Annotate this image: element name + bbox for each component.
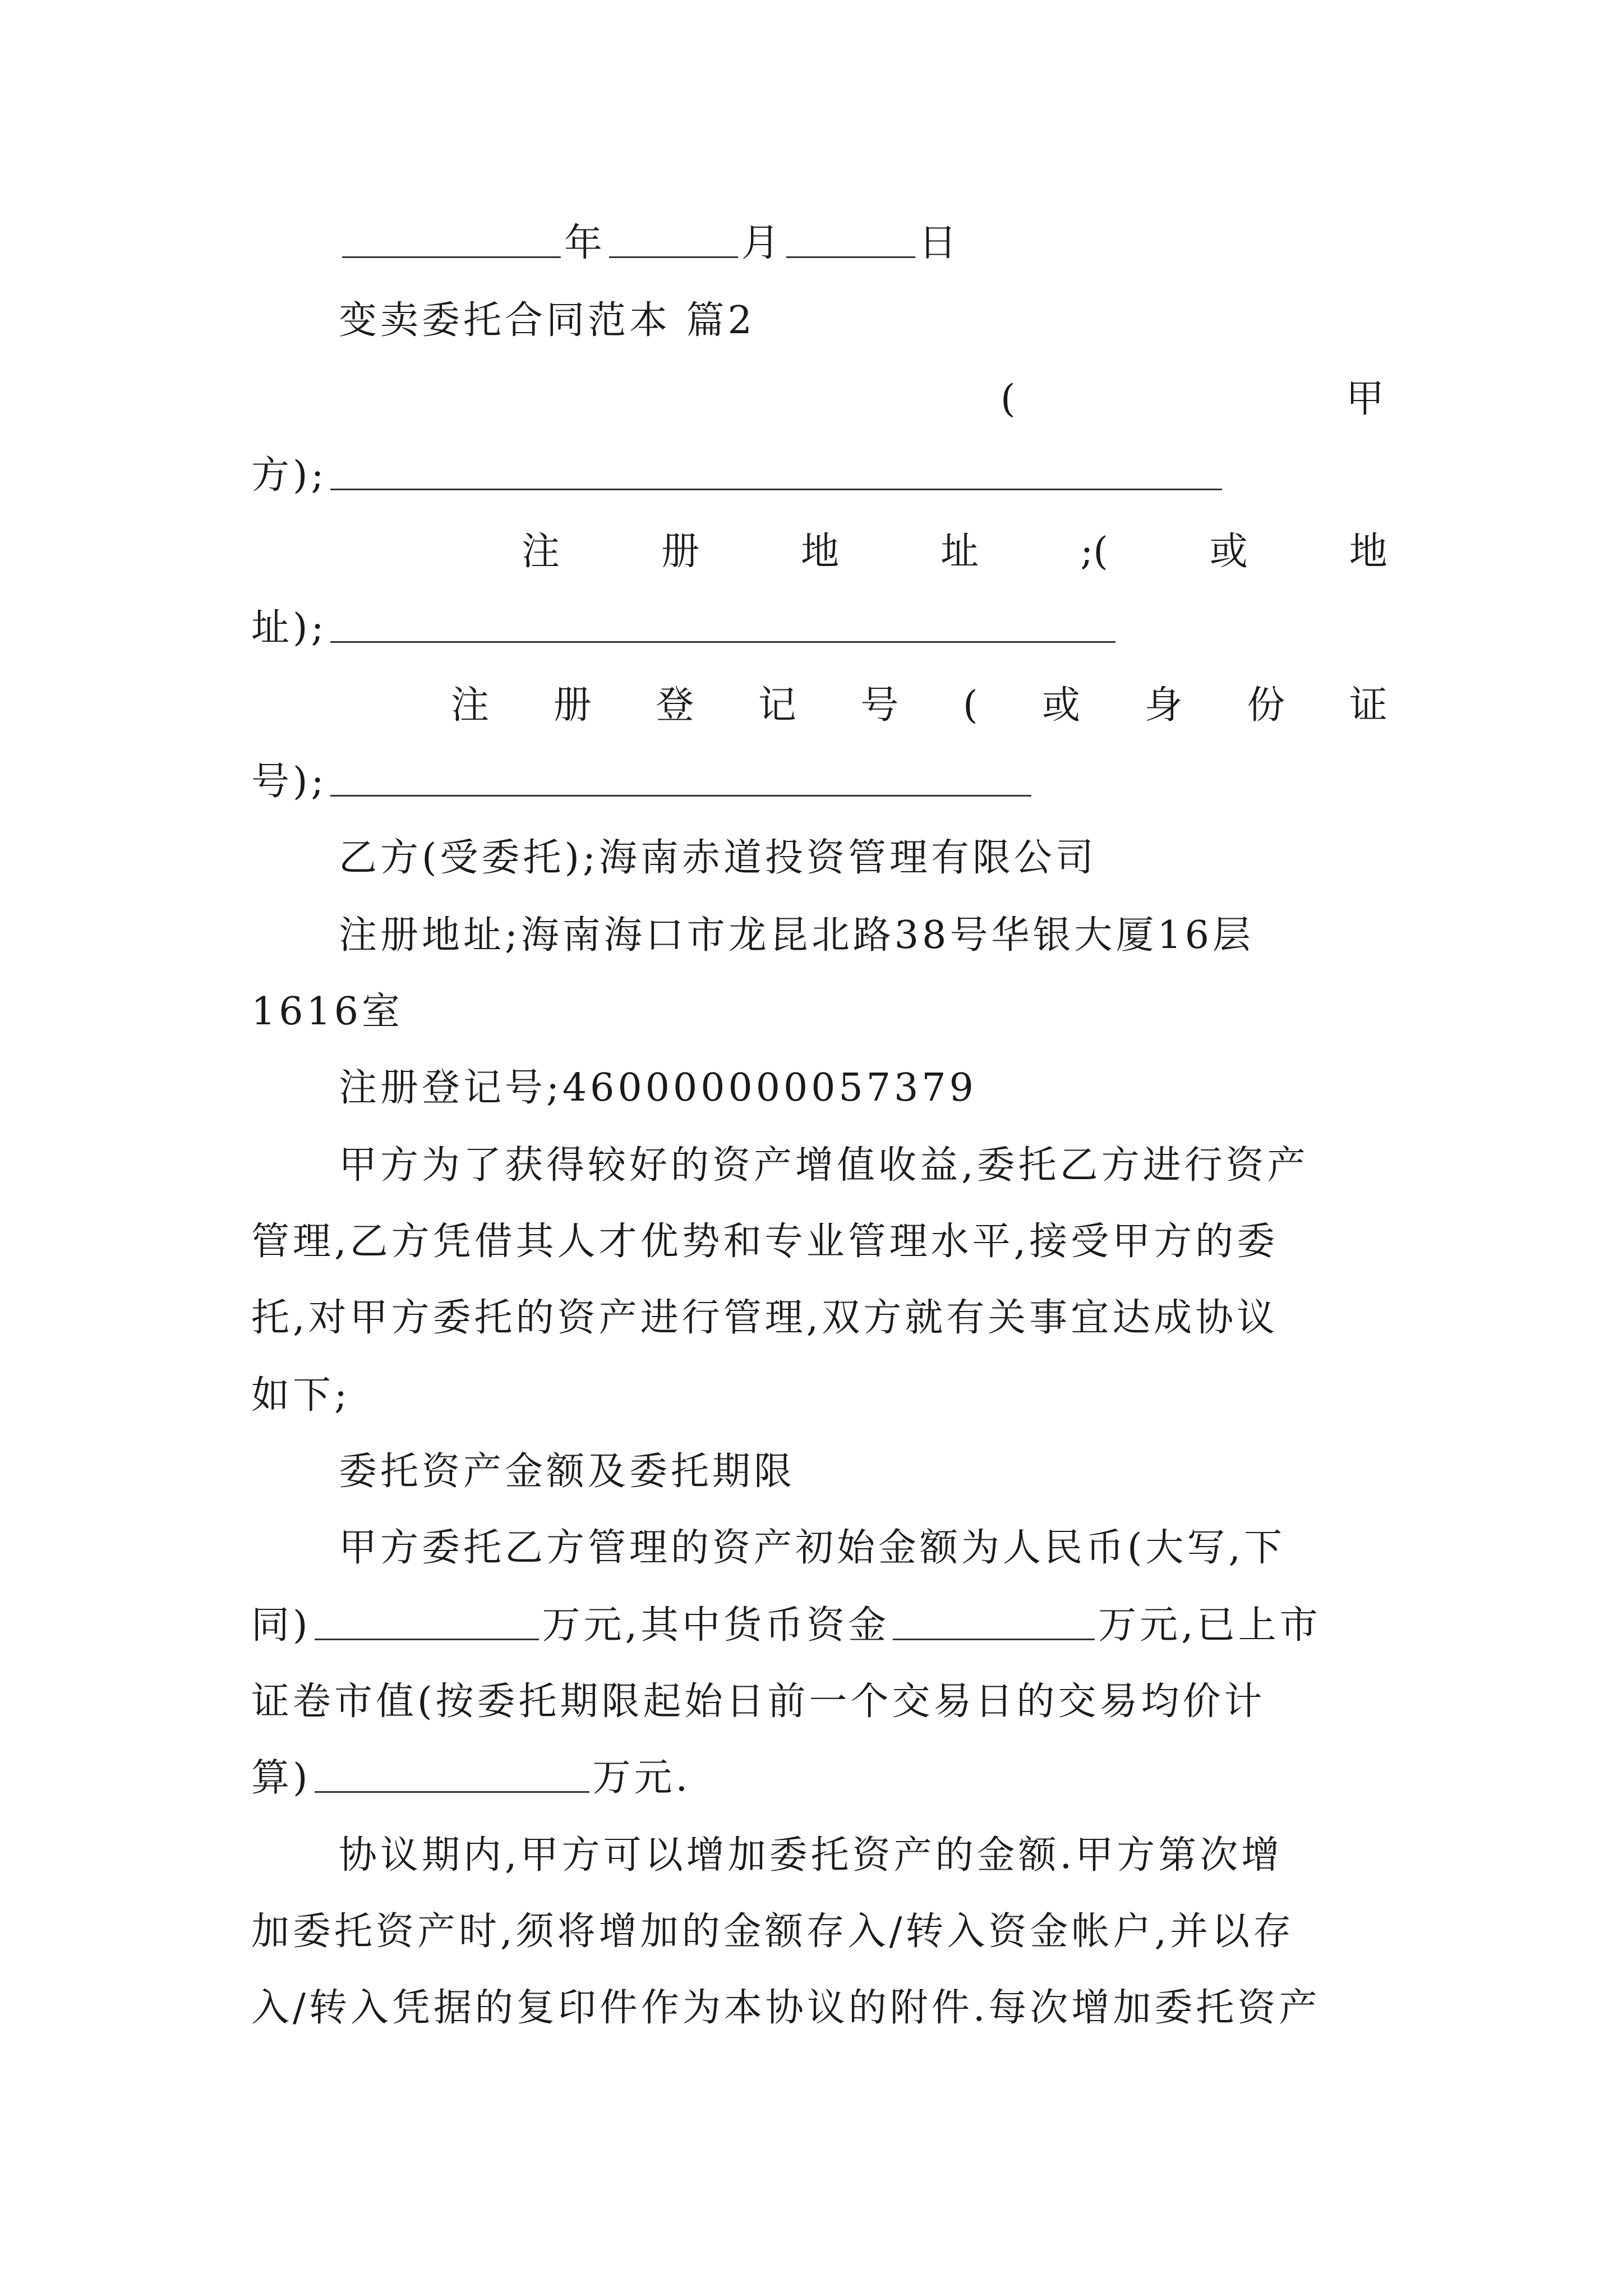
party-a-reg-row1	[451, 668, 1387, 744]
reg-char: 记	[758, 683, 796, 728]
intro-line: 如下;	[251, 1373, 351, 1418]
reg-char: 登	[656, 683, 694, 728]
party-a-reg-row2	[251, 744, 1387, 820]
party-b-name: 乙方(受委托);海南赤道投资管理有限公司	[339, 836, 1097, 880]
section-heading: 变卖委托合同范本 篇2	[339, 298, 755, 343]
party-a-address-blank	[330, 608, 1115, 643]
party-a-name-blank	[330, 455, 1222, 490]
addr-label-end: 址);	[251, 606, 328, 650]
reg-char: 册	[553, 683, 592, 728]
addr-char: 地	[801, 530, 840, 574]
party-a-label-end: 方);	[251, 453, 328, 498]
amount-text: 算)	[251, 1756, 311, 1800]
addr-char: 或	[1209, 530, 1248, 574]
reg-char: 或	[1042, 683, 1081, 728]
party-b-address-line2: 1616室	[251, 990, 404, 1034]
year-label: 年	[564, 221, 606, 265]
reg-char: 份	[1247, 683, 1285, 728]
amount-text: 同)	[251, 1603, 311, 1648]
intro-line: 管理,乙方凭借其人才优势和专业管理水平,接受甲方的委	[251, 1220, 1279, 1264]
reg-char: 身	[1144, 683, 1183, 728]
party-a-row2	[251, 438, 1387, 514]
amount-total-blank	[315, 1605, 539, 1640]
day-label: 日	[919, 221, 961, 265]
year-blank	[342, 223, 561, 258]
party-a-open-paren: (	[1000, 377, 1019, 421]
day-blank	[786, 223, 915, 258]
month-blank	[609, 223, 738, 258]
amount-line	[251, 1740, 1387, 1816]
reg-label-end: 号);	[251, 760, 328, 804]
party-a-reg-blank	[330, 761, 1031, 797]
amount-line: 甲方委托乙方管理的资产初始金额为人民币(大写,下	[339, 1526, 1286, 1570]
reg-char: (	[962, 683, 978, 728]
month-label: 月	[741, 221, 783, 265]
amount-line: 证卷市值(按委托期限起始日前一个交易日的交易均价计	[251, 1680, 1266, 1724]
reg-char: 注	[451, 683, 490, 728]
reg-char: 号	[860, 683, 899, 728]
increase-line: 入/转入凭据的复印件作为本协议的附件.每次增加委托资产	[251, 1986, 1321, 2030]
intro-line: 甲方为了获得较好的资产增值收益,委托乙方进行资产	[339, 1143, 1309, 1188]
section-title: 委托资产金额及委托期限	[339, 1450, 796, 1494]
amount-cash-blank	[893, 1605, 1095, 1640]
party-a-row1	[1000, 361, 1387, 438]
increase-line: 加委托资产时,须将增加的金额存入/转入资金帐户,并以存	[251, 1910, 1295, 1954]
amount-securities-blank	[315, 1757, 589, 1793]
party-a-address-row2	[251, 590, 1387, 666]
addr-char: ;(	[1080, 530, 1108, 574]
intro-line: 托,对甲方委托的资产进行管理,双方就有关事宜达成协议	[251, 1296, 1279, 1340]
addr-char: 地	[1349, 530, 1387, 574]
party-b-reg-number: 注册登记号;460000000057379	[339, 1066, 977, 1110]
party-a-jia: 甲	[1345, 377, 1387, 421]
amount-line	[251, 1588, 1387, 1664]
amount-text: 万元,已上市	[1098, 1603, 1321, 1648]
party-b-address-line1: 注册地址;海南海口市龙昆北路38号华银大厦16层	[339, 913, 1254, 958]
addr-char: 注	[522, 530, 560, 574]
addr-char: 址	[940, 530, 979, 574]
date-line	[339, 205, 1387, 282]
reg-char: 证	[1349, 683, 1387, 728]
amount-text: 万元,其中货币资金	[542, 1603, 890, 1648]
party-a-address-row1	[522, 514, 1387, 590]
amount-text: 万元.	[592, 1756, 691, 1800]
addr-char: 册	[661, 530, 700, 574]
increase-line: 协议期内,甲方可以增加委托资产的金额.甲方第次增	[339, 1833, 1283, 1878]
